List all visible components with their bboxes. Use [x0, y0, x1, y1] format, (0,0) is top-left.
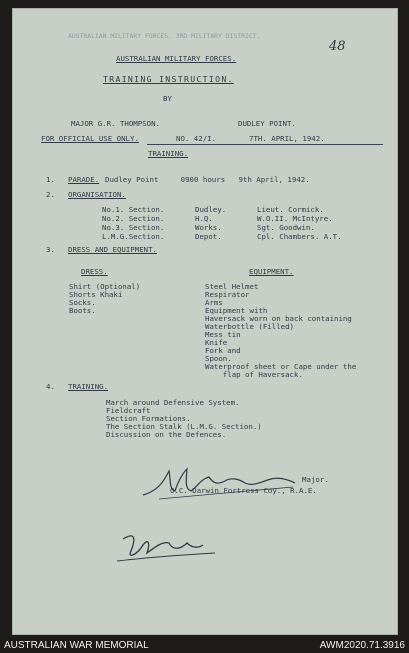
subtitle: TRAINING. — [148, 149, 189, 158]
dress-item: Socks. — [69, 298, 96, 307]
equipment-item: Waterbottle (Filled) — [205, 322, 294, 331]
location: DUDLEY POINT. — [238, 119, 296, 128]
equipment-item: Fork and — [205, 346, 241, 355]
org-section: No.3. Section. — [102, 223, 165, 232]
equipment-item: Haversack worn on back containing — [205, 314, 352, 323]
section-heading-training: TRAINING. — [68, 382, 109, 391]
org-header: AUSTRALIAN MILITARY FORCES. — [116, 54, 237, 63]
by-line: BY — [163, 94, 172, 103]
section-heading-organisation: ORGANISATION. — [68, 190, 126, 199]
section-heading-dress: DRESS AND EQUIPMENT. — [68, 245, 157, 254]
dress-item: Shirt (Optional) — [69, 282, 141, 291]
org-section: No.1. Section. — [102, 205, 165, 214]
handwritten-initials — [111, 525, 221, 567]
dress-item: Shorts Khaki — [69, 290, 123, 299]
equipment-item: flap of Haversack. — [205, 370, 303, 379]
training-item: The Section Stalk (L.M.G. Section.) — [106, 422, 262, 431]
instruction-date: 7TH. APRIL, 1942. — [249, 134, 325, 143]
equipment-item: Equipment with — [205, 306, 268, 315]
org-place: Works. — [195, 223, 222, 232]
equipment-item: Spoon. — [205, 354, 232, 363]
org-section: No.2. Section. — [102, 214, 165, 223]
instruction-number: NO. 42/I. — [176, 134, 217, 143]
footer-accession-number: AWM2020.71.3916 — [319, 640, 405, 651]
parade-details: Dudley Point 0900 hours 9th April, 1942. — [105, 175, 310, 184]
faint-letterhead: AUSTRALIAN MILITARY FORCES. 3RD MILITARY DISTRICT. — [68, 32, 261, 40]
archive-footer — [0, 637, 409, 653]
org-leader: W.O.II. McIntyre. — [257, 214, 333, 223]
dress-heading: DRESS. — [81, 267, 108, 276]
footer-institution: AUSTRALIAN WAR MEMORIAL — [4, 640, 149, 651]
training-item: Discussion on the Defences. — [106, 430, 227, 439]
author: MAJOR G.R. THOMPSON. — [71, 119, 160, 128]
document-page — [12, 8, 398, 635]
section-number: 3. — [46, 245, 55, 254]
org-leader: Cpl. Chambers. A.T. — [257, 232, 342, 241]
header-rule — [147, 144, 383, 145]
handwritten-signature — [139, 461, 299, 503]
training-item: Section Formations. — [106, 414, 191, 423]
section-number: 1. — [46, 175, 55, 184]
equipment-heading: EQUIPMENT. — [249, 267, 294, 276]
section-heading-parade: PARADE. — [68, 175, 100, 184]
org-place: H.Q. — [195, 214, 213, 223]
training-item: Fieldcraft — [106, 406, 151, 415]
org-leader: Lieut. Cormick. — [257, 205, 324, 214]
equipment-item: Arms — [205, 298, 223, 307]
org-place: Dudley. — [195, 205, 227, 214]
org-section: L.M.G.Section. — [102, 232, 165, 241]
equipment-item: Steel Helmet — [205, 282, 259, 291]
equipment-item: Knife — [205, 338, 228, 347]
document-title: TRAINING INSTRUCTION. — [103, 74, 234, 84]
folio-number: 48 — [329, 39, 346, 54]
equipment-item: Respirator — [205, 290, 250, 299]
section-number: 4. — [46, 382, 55, 391]
org-place: Depot. — [195, 232, 222, 241]
org-leader: Sgt. Goodwin. — [257, 223, 315, 232]
signature-unit: O.C. Darwin Fortress Coy., R.A.E. — [170, 486, 317, 495]
equipment-item: Mess tin — [205, 330, 241, 339]
dress-item: Boots. — [69, 306, 96, 315]
equipment-item: Waterproof sheet or Cape under the — [205, 362, 357, 371]
official-use-notice: FOR OFFICIAL USE ONLY. — [41, 134, 139, 143]
section-number: 2. — [46, 190, 55, 199]
signature-rank: Major. — [302, 475, 329, 484]
training-item: March around Defensive System. — [106, 398, 240, 407]
